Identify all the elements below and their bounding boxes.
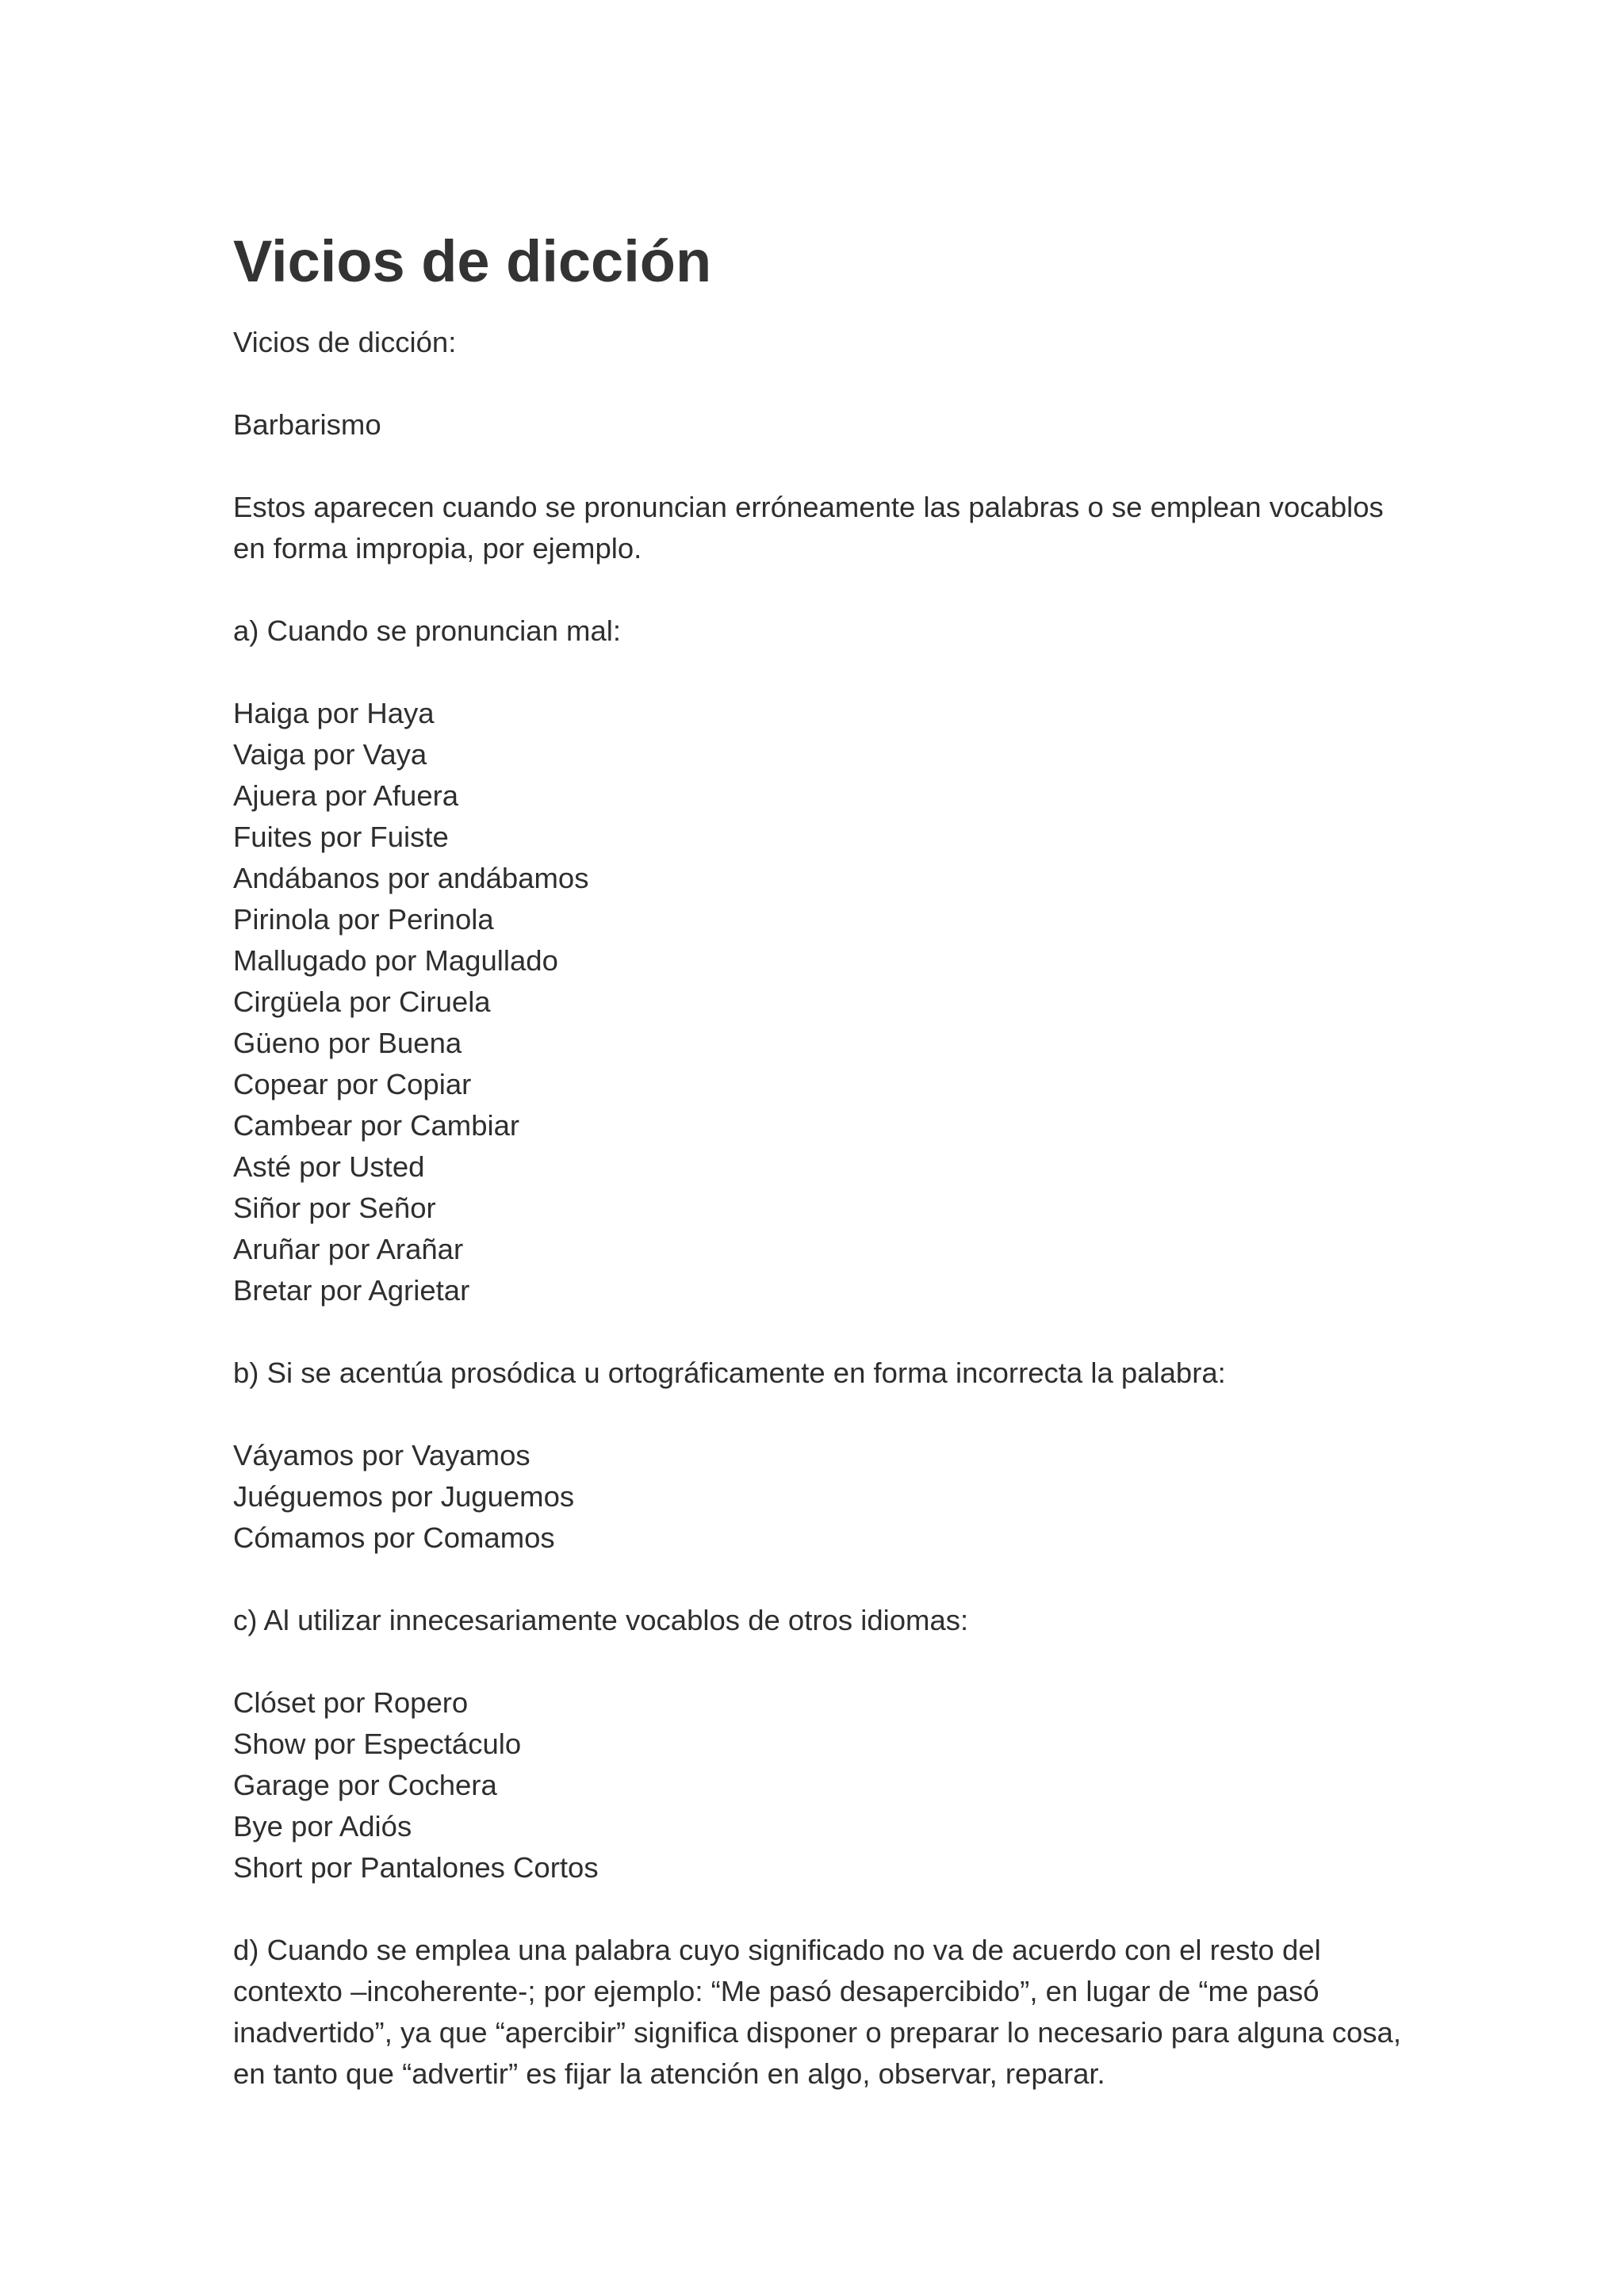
list-item: Mallugado por Magullado [233,944,558,977]
section-a-heading: a) Cuando se pronuncian mal: [233,614,621,647]
section-heading-barbarismo: Barbarismo [233,408,381,441]
list-item: Ajuera por Afuera [233,779,459,812]
list-item: Cómamos por Comamos [233,1521,555,1554]
list-item: Pirinola por Perinola [233,903,494,936]
page-title: Vicios de dicción [233,228,712,294]
list-item: Garage por Cochera [233,1769,497,1801]
intro-line: Estos aparecen cuando se pronuncian erróneamente las palabras o se emplean vocablos [233,491,1384,523]
list-item: Váyamos por Vayamos [233,1439,530,1471]
list-item: Cambear por Cambiar [233,1109,520,1142]
list-item: Show por Espectáculo [233,1728,522,1760]
document-page [233,224,1423,2095]
list-item: Siñor por Señor [233,1192,436,1224]
intro-line: en forma impropia, por ejemplo. [233,532,642,564]
list-item: Clóset por Ropero [233,1686,469,1719]
list-item: Bye por Adiós [233,1810,412,1843]
list-item: Andábanos por andábamos [233,862,589,894]
paragraph-line: en tanto que “advertir” es fijar la atención en algo, observar, reparar. [233,2057,1105,2090]
section-c-list [233,1682,1423,1888]
section-c-heading: c) Al utilizar innecesariamente vocablos de otros idiomas: [233,1604,969,1636]
list-item: Güeno por Buena [233,1027,462,1059]
intro-paragraph [233,487,1423,569]
list-item: Bretar por Agrietar [233,1274,470,1307]
list-item: Haiga por Haya [233,697,435,729]
section-a-list [233,693,1423,1311]
list-item: Copear por Copiar [233,1068,472,1100]
list-item: Short por Pantalones Cortos [233,1851,599,1884]
list-item: Cirgüela por Ciruela [233,985,491,1018]
list-item: Aruñar por Arañar [233,1233,464,1265]
list-item: Fuites por Fuiste [233,821,449,853]
section-d-paragraph [233,1930,1423,2095]
paragraph-line: contexto –incoherente-; por ejemplo: “Me pasó desapercibido”, en lugar de “me pasó [233,1975,1320,2007]
subtitle: Vicios de dicción: [233,326,457,358]
list-item: Asté por Usted [233,1150,425,1183]
paragraph-line: d) Cuando se emplea una palabra cuyo significado no va de acuerdo con el resto del [233,1934,1321,1966]
paragraph-line: inadvertido”, ya que “apercibir” significa disponer o preparar lo necesario para alguna cosa, [233,2016,1401,2049]
list-item: Vaiga por Vaya [233,738,427,771]
section-b-heading: b) Si se acentúa prosódica u ortográficamente en forma incorrecta la palabra: [233,1357,1226,1389]
section-b-list [233,1435,1423,1559]
list-item: Juéguemos por Juguemos [233,1480,575,1513]
